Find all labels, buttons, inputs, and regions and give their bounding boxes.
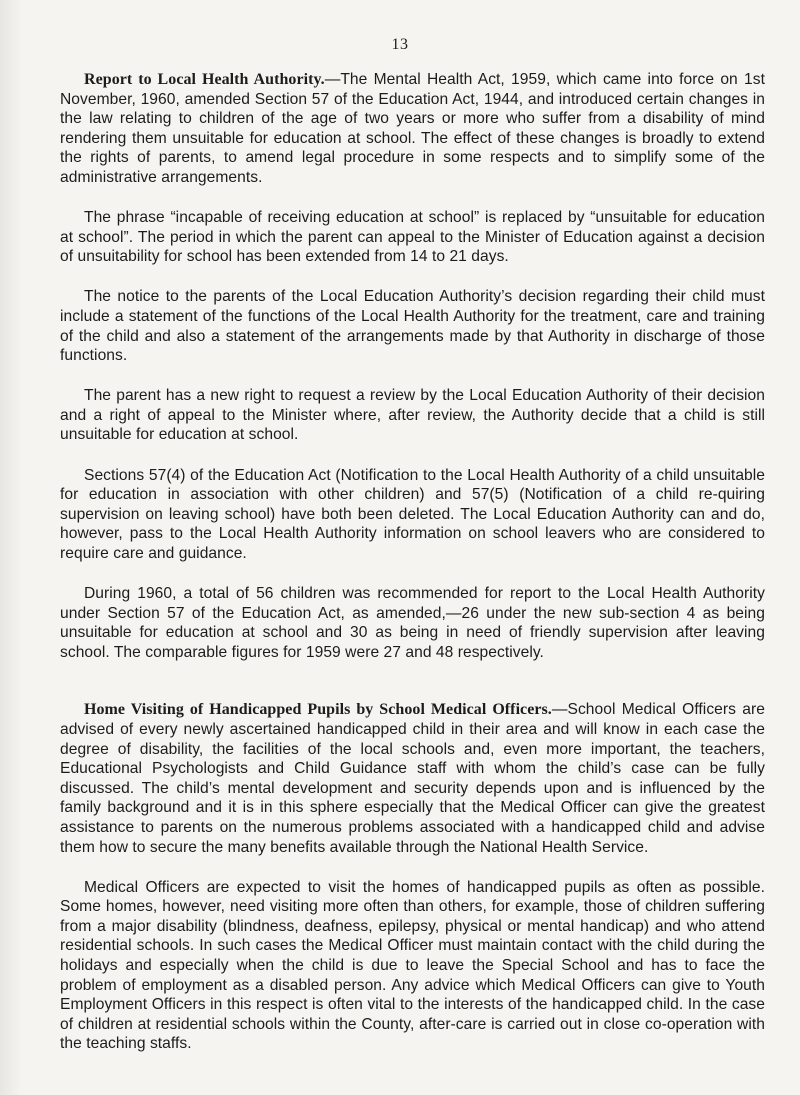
- paragraph-medical-officers-visits: Medical Officers are expected to visit the homes of handicapped pupils as often as possible. Some homes, however, need visiting more often than others, for example, those of children suffering from a major disability (blindness, deafness, epilepsy, physical or mental handicap) and who attend residential schools. In such cases the Medical Officer must maintain contact with the child during the holidays and especially when the child is due to leave the Special School and has to face the problem of employment as a disabled person. Any advice which Medical Officers can give to Youth Employment Officers in this respect is often vital to the interests of the handicapped child. In the case of children at residential schools within the County, after-care is carried out in close co-operation with the teaching staffs.: [60, 878, 765, 1053]
- paragraph-sections-deleted: Sections 57(4) of the Education Act (Notification to the Local Health Authority of a child unsuitable for education in association with other children) and 57(5) (Notification of a child re-quiring supervision on leaving school) have both been deleted. The Local Education Authority can and do, however, pass to the Local Health Authority information on school leavers who are considered to require care and guidance.: [60, 466, 765, 562]
- page-binding-shadow: [0, 0, 22, 1095]
- section-heading-report: Report to Local Health Authority.: [84, 71, 325, 88]
- paragraph-right-to-review: The parent has a new right to request a review by the Local Education Authority of their decision and a right of appeal to the Minister where, after review, the Authority decide that a child is still unsuitable for education at school.: [60, 387, 765, 444]
- paragraph-text: —School Medical Officers are advised of every newly ascertained handicapped child in their area and will know in each case the degree of disability, the facilities of the local schools and, even more important, the teachers, Educational Psychologists and Child Guidance staff with whom the child’s case can be fully discussed. The child’s mental development and security depends upon and is influenced by the family background and it is in this sphere especially that the Medical Officer can give the greatest assistance to parents on the numerous problems associated with a handicapped child and advise them how to secure the many benefits available through the National Health Service.: [60, 701, 765, 856]
- body-text: [60, 70, 765, 1074]
- paragraph-phrase-replaced: The phrase “incapable of receiving education at school” is replaced by “unsuitable for education at school”. The period in which the parent can appeal to the Minister of Education against a decision of unsuitability for school has been extended from 14 to 21 days.: [60, 209, 765, 266]
- page-number: 13: [391, 36, 409, 53]
- paragraph-report-local-health-authority: [60, 70, 765, 188]
- paragraph-1960-figures: During 1960, a total of 56 children was recommended for report to the Local Health Authority under Section 57 of the Education Act, as amended,—26 under the new sub-section 4 as being unsuitable for education at school and 30 as being in need of friendly supervision after leaving school. The comparable figures for 1959 were 27 and 48 respectively.: [60, 584, 765, 661]
- paragraph-home-visiting: [60, 700, 765, 857]
- section-heading-home-visiting: Home Visiting of Handicapped Pupils by School Medical Officers.: [84, 701, 552, 719]
- paragraph-notice-to-parents: The notice to the parents of the Local Education Authority’s decision regarding their child must include a statement of the functions of the Local Health Authority for the treatment, care and training of the child and also a statement of the arrangements made by that Authority in discharge of those functions.: [60, 288, 765, 365]
- paragraph-text: —The Mental Health Act, 1959, which came into force on 1st November, 1960, amended Section 57 of the Education Act, 1944, and introduced certain changes in the law relating to children of the age of two years or more who suffer from a disability of mind rendering them unsuitable for education at school. The effect of these changes is broadly to extend the rights of parents, to amend legal procedure in some respects and to simplify some of the administrative arrangements.: [60, 71, 765, 186]
